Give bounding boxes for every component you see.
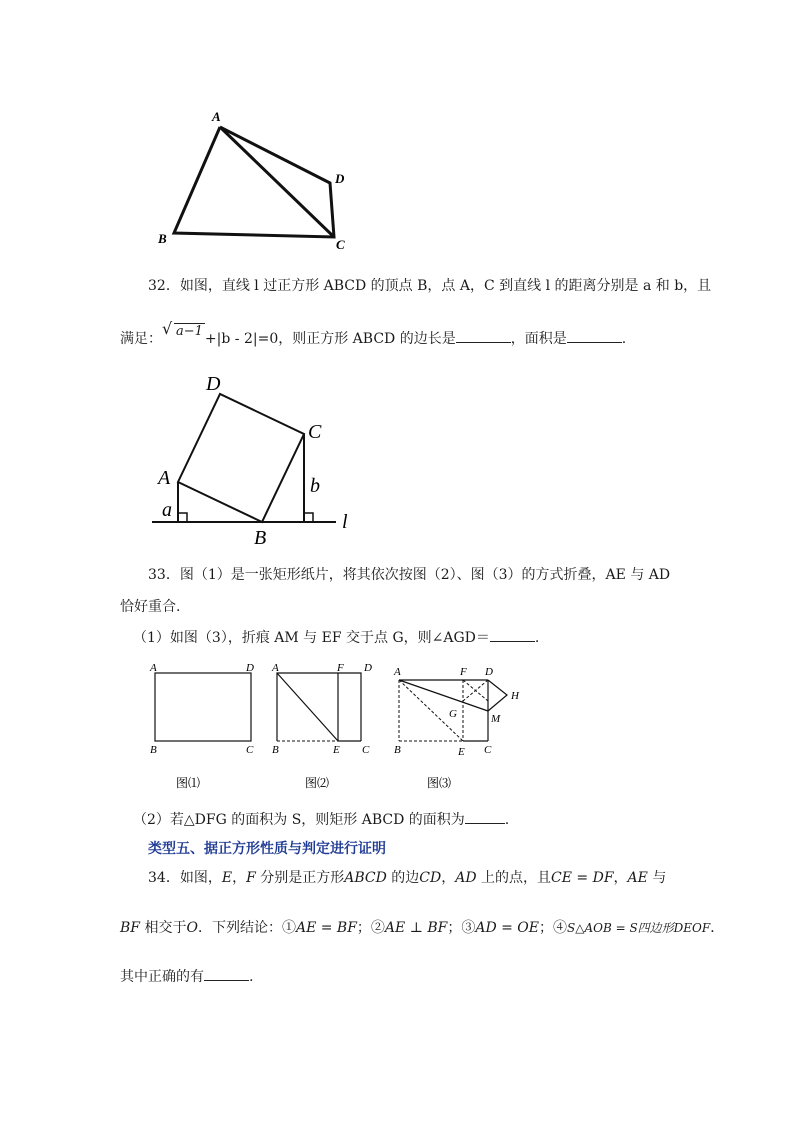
- q33-line2: [120, 597, 180, 617]
- q34-l1-o: 与: [647, 870, 667, 886]
- q34-var-o: O: [186, 920, 198, 936]
- q33-line1: [148, 565, 670, 585]
- answer-blank-correct[interactable]: [204, 966, 249, 981]
- sqrt-sign: √: [162, 319, 173, 338]
- label-a-distance: a: [162, 499, 172, 521]
- label-d: D: [335, 171, 345, 186]
- q34-conclusion-3: AD = OE: [475, 920, 539, 936]
- label-b-distance: b: [310, 475, 320, 497]
- q34-l1-i: ，: [441, 870, 456, 886]
- q32-mid: ，面积是: [510, 331, 567, 347]
- f3-label-b: B: [394, 744, 401, 756]
- q34-var-cd: CD: [419, 870, 442, 886]
- label-d: D: [206, 373, 221, 395]
- f3-label-c: C: [484, 744, 492, 756]
- right-angle-a: [178, 513, 187, 522]
- label-b: B: [254, 527, 267, 549]
- q34-line2: [120, 918, 724, 938]
- q32-line2: [120, 319, 627, 350]
- q34-l2-l: ．: [710, 920, 725, 936]
- q33-part2-end: .: [504, 812, 510, 828]
- f3-label-e: E: [458, 746, 465, 758]
- q34-l2-f: ；②: [356, 920, 385, 936]
- rectangle-1: [155, 673, 251, 741]
- caption-fig3: 图⑶: [427, 776, 452, 790]
- quad-outline: [174, 127, 334, 237]
- f2-label-b: B: [272, 744, 279, 756]
- q32-text: 32．如图，直线 l 过正方形 ABCD 的顶点 B，点 A，C 到直线 l 的距离分别是 a 和 b，且: [148, 278, 712, 294]
- f3-label-m: M: [491, 713, 501, 725]
- q34-l3-end: .: [249, 969, 254, 985]
- q33-part1: [133, 627, 539, 648]
- q34-var-ae: AE: [627, 870, 648, 886]
- figure-1: [149, 662, 254, 756]
- answer-blank-agd[interactable]: [490, 627, 535, 642]
- q34-line1: [148, 868, 666, 888]
- q34-l1-g: 的边: [386, 870, 420, 886]
- q34-var-abcd: ABCD: [344, 870, 387, 886]
- f1-label-c: C: [246, 744, 254, 756]
- q34-var-f: F: [246, 870, 256, 886]
- sqrt-radicand: a−1: [176, 324, 203, 339]
- q34-conclusion-1: AE = BF: [295, 920, 357, 936]
- f1-label-a: A: [150, 662, 157, 674]
- right-angle-b: [304, 513, 313, 522]
- section-title: 类型五、据正方形性质与判定进行证明: [148, 841, 386, 857]
- q34-l1-c: ，: [232, 870, 247, 886]
- q33-text-2: 恰好重合.: [120, 599, 181, 615]
- q32-prefix: 满足：: [120, 331, 162, 347]
- q34-line3: [120, 966, 253, 987]
- figure-3: [393, 666, 520, 758]
- f3-label-f: F: [460, 666, 467, 678]
- answer-blank-area[interactable]: [567, 328, 622, 343]
- square-abcd: [178, 394, 304, 522]
- answer-blank-side[interactable]: [456, 328, 511, 343]
- q32-end: .: [621, 331, 627, 347]
- label-c: C: [308, 421, 322, 443]
- label-c: C: [336, 237, 345, 252]
- f2-label-c: C: [362, 744, 370, 756]
- q32-line1: [148, 276, 711, 296]
- caption-fig2: 图⑵: [305, 776, 330, 790]
- figure-folding-steps: [140, 658, 540, 793]
- q34-l1-e: 分别是正方形: [255, 870, 345, 886]
- f2-label-e: E: [333, 744, 340, 756]
- q33-part2: [133, 809, 509, 830]
- q34-l2-j: ；④: [539, 920, 567, 936]
- q34-conclusion-4: S△AOB = S四边形DEOF: [567, 921, 711, 935]
- f2-label-a: A: [272, 662, 279, 674]
- q34-l1-m: ，: [613, 870, 628, 886]
- q34-l2-d: ．下列结论：①: [197, 920, 296, 936]
- q34-expr-ce-df: CE = DF: [551, 870, 614, 886]
- diagonal-ac: [220, 127, 334, 237]
- answer-blank-area-rect[interactable]: [465, 809, 505, 824]
- f3-label-d: D: [485, 666, 493, 678]
- label-a: A: [212, 109, 221, 124]
- figure-2: [271, 662, 372, 756]
- q33-text: 33．图（1）是一张矩形纸片，将其依次按图（2）、图（3）的方式折叠，AE 与 AD: [148, 567, 671, 583]
- f3-label-a: A: [394, 666, 401, 678]
- fold-am-3: [399, 680, 488, 711]
- label-l: l: [342, 511, 348, 533]
- sqrt-expression: [162, 319, 205, 342]
- caption-fig1: 图⑴: [176, 776, 201, 790]
- label-a: A: [158, 467, 171, 489]
- q34-var-ad: AD: [455, 870, 477, 886]
- q34-l2-h: ；③: [447, 920, 476, 936]
- q34-l1-k: 上的点，且: [476, 870, 552, 886]
- f2-label-f: F: [337, 662, 344, 674]
- q34-l2-b: 相交于: [140, 920, 187, 936]
- f3-label-h: H: [511, 690, 519, 702]
- figure-quadrilateral-abcd: [150, 105, 360, 255]
- figure-square-on-line: [148, 370, 368, 550]
- q33-part1-text: （1）如图（3），折痕 AM 与 EF 交于点 G，则∠AGD＝: [133, 630, 490, 646]
- q34-var-e: E: [221, 870, 233, 886]
- q34-conclusion-2: AE ⊥ BF: [384, 920, 448, 936]
- f2-label-d: D: [364, 662, 372, 674]
- f1-label-d: D: [246, 662, 254, 674]
- f1-label-b: B: [150, 744, 157, 756]
- f3-label-g: G: [449, 708, 457, 720]
- q33-part2-text: （2）若△DFG 的面积为 S，则矩形 ABCD 的面积为: [133, 812, 465, 828]
- folded-outline-2: [277, 673, 361, 741]
- q33-part1-end: .: [534, 630, 540, 646]
- label-b: B: [158, 231, 167, 246]
- q32-rest: +|b - 2|=0，则正方形 ABCD 的边长是: [204, 331, 456, 347]
- q34-l3-text: 其中正确的有: [120, 969, 204, 985]
- flap-dhm-3: [488, 680, 507, 711]
- fold-ae-2: [277, 673, 338, 741]
- q34-l1-a: 34．如图，: [148, 870, 222, 886]
- q34-var-bf: BF: [120, 920, 141, 936]
